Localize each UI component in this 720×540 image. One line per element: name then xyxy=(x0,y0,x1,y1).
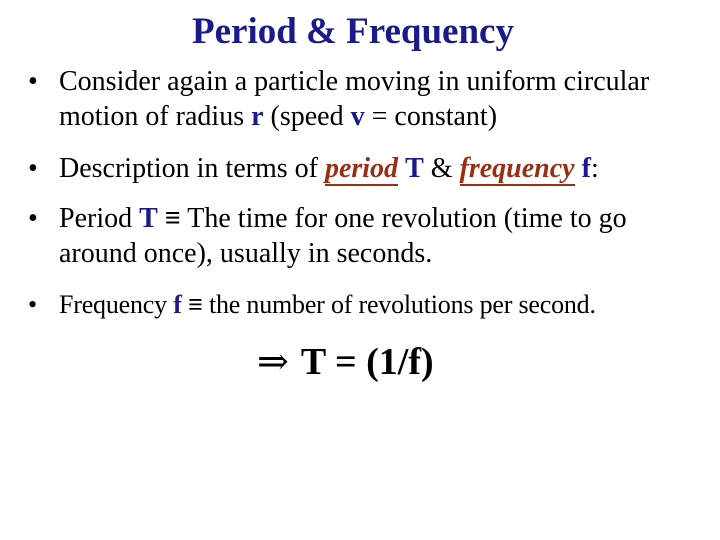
bullet-text xyxy=(59,64,708,134)
frequency-symbol: f xyxy=(173,290,182,319)
text-segment xyxy=(398,153,405,184)
text-segment: Consider again a particle moving in uniform circular motion of radius xyxy=(59,66,650,132)
text-segment: The time for one revolution (time to go around once), usually in seconds. xyxy=(59,203,627,269)
text-segment: = constant) xyxy=(364,101,498,132)
period-frequency-relation xyxy=(257,338,434,386)
relation-equation: T = (1/f) xyxy=(300,341,434,383)
speed-symbol: v xyxy=(350,101,365,132)
period-term: period xyxy=(324,153,399,184)
identical-to-icon: ≡ xyxy=(188,290,203,319)
frequency-symbol: f xyxy=(581,153,591,184)
period-symbol: T xyxy=(139,203,158,234)
text-segment: & xyxy=(423,153,460,184)
text-segment: the number of revolutions per second. xyxy=(202,290,596,319)
text-segment: Description in terms of xyxy=(59,153,325,184)
bullet-marker: • xyxy=(28,153,38,184)
text-segment: (speed xyxy=(263,101,351,132)
bullet-text xyxy=(59,151,708,186)
period-symbol: T xyxy=(405,153,424,184)
bullet-period-definition xyxy=(28,201,708,271)
bullet-marker: • xyxy=(28,66,38,97)
implies-arrow-icon: ⇒ xyxy=(257,341,289,383)
text-segment: Frequency xyxy=(59,290,174,319)
bullet-frequency-definition xyxy=(28,287,708,322)
radius-symbol: r xyxy=(251,101,264,132)
bullet-text xyxy=(59,287,708,322)
bullet-text xyxy=(59,201,708,271)
bullet-uniform-circular-motion xyxy=(28,64,708,134)
text-segment: Period xyxy=(59,203,140,234)
slide-title: Period & Frequency xyxy=(192,11,514,52)
bullet-marker: • xyxy=(28,290,37,319)
text-segment xyxy=(575,153,582,184)
frequency-term: frequency xyxy=(459,153,575,184)
text-segment xyxy=(158,203,165,234)
text-segment: : xyxy=(590,153,599,184)
identical-to-icon: ≡ xyxy=(164,203,181,234)
bullet-description-terms xyxy=(28,151,708,186)
bullet-marker: • xyxy=(28,203,38,234)
